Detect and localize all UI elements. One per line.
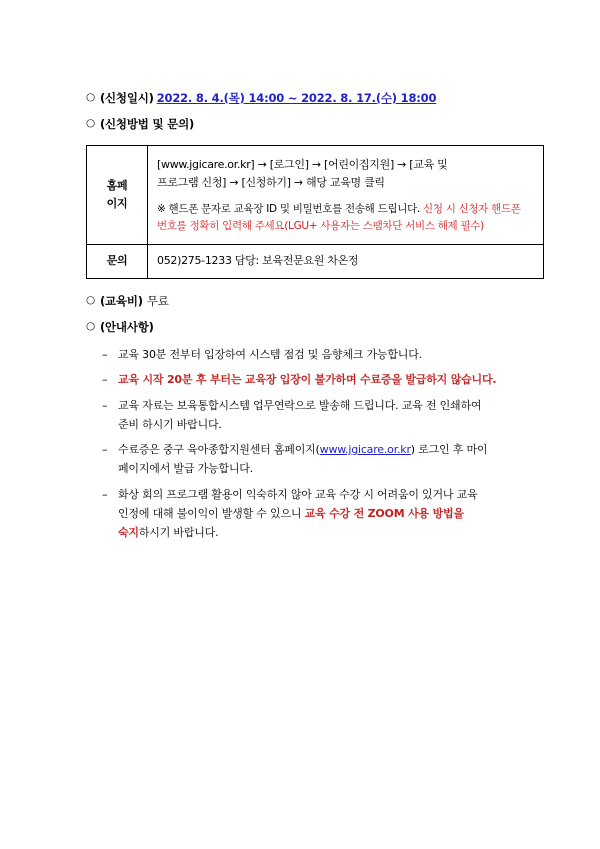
homepage-label-line2: 이지 <box>106 196 128 210</box>
path-line-1: [www.jgicare.or.kr] → [로그인] → [어린이집지원] → [교육 및 <box>157 157 448 171</box>
list-item-text <box>118 370 544 389</box>
apply-method-line <box>86 116 544 133</box>
homepage-link[interactable]: www.jgicare.or.kr <box>319 443 411 457</box>
emphasis-text: 숙지 <box>118 526 139 540</box>
notice-list <box>86 345 544 542</box>
fee-value: 무료 <box>146 293 169 308</box>
sms-note-red-1: 신청 시 신청자 핸드폰 <box>423 202 521 215</box>
apply-date-line <box>86 90 544 107</box>
list-item-text <box>118 345 544 364</box>
dash-mark-icon: – <box>102 373 108 387</box>
plain-text: 화상 회의 프로그램 활용이 익숙하지 않아 교육 수강 시 어려움이 있거나 교육 <box>118 487 478 501</box>
list-item-text <box>118 485 544 543</box>
plain-text: 인정에 대해 불이익이 발생할 수 있으니 <box>118 506 305 520</box>
homepage-label-cell <box>87 145 148 245</box>
homepage-label-line1: 홈페 <box>106 178 128 192</box>
list-item <box>86 396 544 435</box>
dash-mark-icon: – <box>102 443 108 457</box>
plain-text: 교육 30분 전부터 입장하여 시스템 점검 및 음향체크 가능합니다. <box>118 348 422 362</box>
list-item <box>86 345 544 364</box>
dash-mark-icon: – <box>102 487 108 501</box>
emphasis-text: 교육 시작 20분 후 부터는 교육장 입장이 불가하며 수료증을 발급하지 않습니다. <box>118 373 497 387</box>
notice-line <box>86 319 544 336</box>
table-row-contact <box>87 245 544 278</box>
list-item <box>86 440 544 479</box>
contact-label-cell: 문의 <box>87 245 148 278</box>
apply-date-value: 2022. 8. 4.(목) 14:00 ~ 2022. 8. 17.(수) 18:00 <box>156 91 437 105</box>
plain-text: ) 로그인 후 마이 <box>410 443 488 457</box>
list-item <box>86 370 544 389</box>
notice-label: (안내사항) <box>99 319 154 334</box>
fee-label: (교육비) <box>99 293 143 308</box>
bullet-circle-icon: ○ <box>86 319 95 332</box>
emphasis-text: 교육 수강 전 ZOOM 사용 방법을 <box>304 506 464 520</box>
bullet-circle-icon: ○ <box>86 293 95 306</box>
table-row-homepage <box>87 145 544 245</box>
bullet-circle-icon: ○ <box>86 91 95 103</box>
list-item <box>86 485 544 543</box>
list-item-text <box>118 396 544 435</box>
list-item-text <box>118 440 544 479</box>
apply-info-table <box>86 145 544 279</box>
apply-date-label: (신청일시) <box>99 91 154 105</box>
sms-note <box>157 201 534 235</box>
fee-line <box>86 293 544 310</box>
sms-note-prefix: ※ 핸드폰 문자로 교육장 ID 및 비밀번호를 전송해 드립니다. <box>157 202 424 215</box>
sms-note-red-2: 번호를 정확히 입력해 주세요(LGU+ 사용자는 스팸차단 서비스 해제 필수) <box>157 219 484 232</box>
homepage-path-cell <box>148 145 544 245</box>
plain-text: 하시기 바랍니다. <box>138 526 219 540</box>
plain-text: 수료증은 중구 육아종합지원센터 홈페이지( <box>118 443 320 457</box>
apply-method-label: (신청방법 및 문의) <box>99 117 195 132</box>
dash-mark-icon: – <box>102 398 108 412</box>
plain-text: 페이지에서 발급 가능합니다. <box>118 462 254 476</box>
contact-value-cell: 052)275-1233 담당: 보육전문요원 차온정 <box>148 245 544 278</box>
plain-text: 교육 자료는 보육통합시스템 업무연락으로 발송해 드립니다. 교육 전 인쇄하여 <box>118 398 482 412</box>
dash-mark-icon: – <box>102 348 108 362</box>
bullet-circle-icon: ○ <box>86 117 95 130</box>
plain-text: 준비 하시기 바랍니다. <box>118 417 222 431</box>
path-line-2: 프로그램 신청] → [신청하기] → 해당 교육명 클릭 <box>157 175 385 189</box>
